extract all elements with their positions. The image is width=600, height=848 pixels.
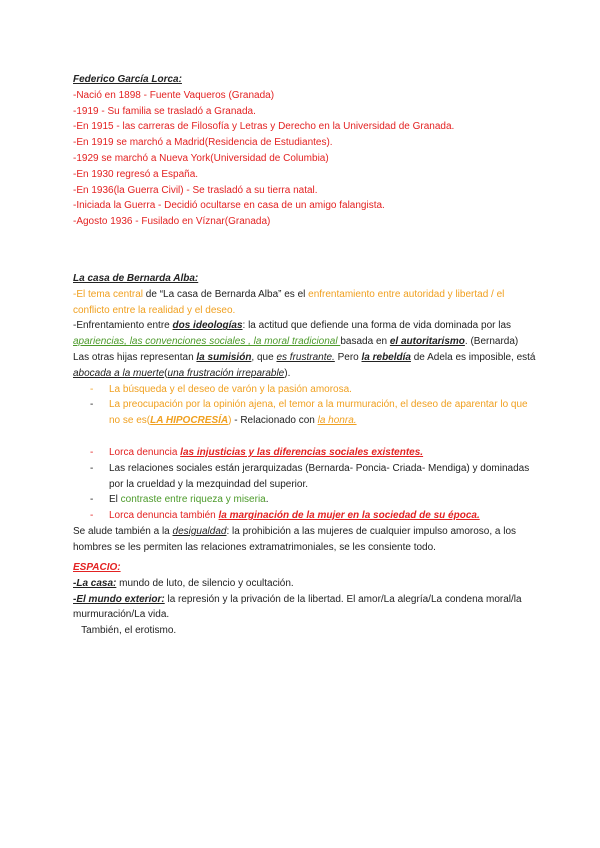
- bullet-dash: -: [90, 494, 94, 506]
- bio-line: -En 1919 se marchó a Madrid(Residencia de Estudiantes).: [73, 137, 333, 149]
- list-item: [73, 508, 533, 524]
- muerte-term: abocada a la muerte: [73, 367, 165, 379]
- list-item-text: ): [228, 415, 232, 427]
- ideologias-line: [73, 318, 533, 334]
- bullet-dash: -: [90, 446, 94, 458]
- themes-list: [73, 382, 533, 429]
- list-item-text: .: [265, 494, 269, 506]
- list-item: [73, 382, 533, 398]
- bio-line: -Iniciada la Guerra - Decidió ocultarse en casa de un amigo falangista.: [73, 200, 385, 212]
- frustrante-term: es frustrante.: [276, 351, 335, 363]
- hipocresia-term: LA HIPOCRESÍA: [150, 415, 229, 427]
- casa-label: -La casa:: [73, 577, 117, 589]
- tema-line-2: conflicto entre la realidad y el deseo.: [73, 304, 236, 316]
- ideologias-term: dos ideologías: [172, 320, 243, 332]
- list-item-text: por la crueldad y la mezquindad del superior.: [109, 478, 309, 490]
- bio-line: -Nació en 1898 - Fuente Vaqueros (Granada): [73, 89, 275, 101]
- bio-line: -1919 - Su familia se trasladó a Granada.: [73, 105, 256, 117]
- espacio-exterior-line: [73, 592, 533, 608]
- list-item-text: no se es(: [109, 415, 151, 427]
- tema-text: de “La casa de Bernarda Alba” es el: [143, 288, 309, 300]
- text: (: [164, 367, 168, 379]
- text: , que: [251, 351, 277, 363]
- text: Se alude también a la: [73, 525, 173, 537]
- espacio-exterior-line-2: murmuración/La vida.: [73, 609, 170, 621]
- desigualdad-line-2: hombres se les permiten las relaciones extramatrimoniales, se les consiente todo.: [73, 541, 436, 553]
- hijas-line-2: [73, 366, 533, 382]
- list-item: [73, 461, 533, 493]
- desigualdad-term: desigualdad: [172, 525, 227, 537]
- bio-title: Federico García Lorca:: [73, 74, 182, 85]
- honra-term: la honra.: [317, 415, 357, 427]
- list-item-text: - Relacionado con: [231, 415, 318, 427]
- hijas-line: [73, 350, 536, 366]
- marginacion-term: la marginación de la mujer en la sociedad de su época.: [218, 510, 480, 522]
- autoritarismo-term: el autoritarismo: [389, 336, 465, 348]
- text: . (Bernarda): [464, 336, 519, 348]
- bullet-dash: -: [90, 399, 94, 411]
- list-item: [73, 492, 533, 508]
- sumision-term: la sumisión: [196, 351, 252, 363]
- espacio-casa-line: [73, 576, 533, 592]
- text: Las otras hijas representan: [73, 351, 197, 363]
- exterior-label: -El mundo exterior:: [73, 593, 165, 605]
- frustracion-term: una frustración irreparable: [167, 367, 285, 379]
- text: Pero: [334, 351, 362, 363]
- erotismo-line: También, el erotismo.: [73, 625, 177, 637]
- list-item-text: La preocupación por la opinión ajena, el temor a la murmuración, el deseo de aparentar lo que: [109, 399, 528, 411]
- rebeldia-term: la rebeldía: [361, 351, 411, 363]
- bio-line: -En 1915 - las carreras de Filosofía y Letras y Derecho en la Universidad de Granada.: [73, 121, 455, 133]
- desigualdad-line: [73, 524, 533, 540]
- injusticias-term: las injusticias y las diferencias sociales existentes.: [180, 446, 424, 458]
- list-item-text: Lorca denuncia también: [109, 510, 219, 522]
- text: la represión y la privación de la libertad. El amor/La alegría/La condena moral/la: [164, 593, 522, 605]
- spacer: [73, 429, 533, 445]
- bio-line: -En 1936(la Guerra Civil) - Se trasladó a su tierra natal.: [73, 184, 318, 196]
- espacio-section: [73, 560, 533, 639]
- text: -Enfrentamiento entre: [73, 320, 173, 332]
- bullet-dash: -: [90, 510, 94, 522]
- bio-line: -En 1930 regresó a España.: [73, 168, 199, 180]
- text: basada en: [340, 336, 390, 348]
- bio-section: [73, 72, 533, 230]
- casa-section: [73, 271, 536, 556]
- tema-label: -El tema central: [73, 288, 144, 300]
- list-item-text: El: [109, 494, 121, 506]
- ideologias-line-2: [73, 334, 533, 350]
- casa-title: La casa de Bernarda Alba:: [73, 273, 199, 284]
- tema-line: [73, 287, 533, 303]
- bio-line: -1929 se marchó a Nueva York(Universidad de Columbia): [73, 152, 329, 164]
- contraste-term: contraste entre riqueza y miseria: [120, 494, 266, 506]
- list-item-text: Las relaciones sociales están jerarquizadas (Bernarda- Poncia- Criada- Mendiga) y dominadas: [109, 462, 530, 474]
- denuncia-list: [73, 445, 533, 524]
- text: mundo de luto, de silencio y ocultación.: [116, 577, 294, 589]
- list-item-text: Lorca denuncia: [109, 446, 181, 458]
- text: de Adela es imposible, está: [410, 351, 536, 363]
- bio-line: -Agosto 1936 - Fusilado en Víznar(Granada): [73, 216, 271, 228]
- text: ).: [284, 367, 291, 379]
- tema-highlight: enfrentamiento entre autoridad y libertad / el: [308, 288, 505, 300]
- list-item: [73, 397, 533, 429]
- text: : la actitud que defiende una forma de vida dominada por las: [242, 320, 512, 332]
- list-item-text: La búsqueda y el deseo de varón y la pasión amorosa.: [109, 383, 352, 395]
- apariencias-term: apariencias, las convenciones sociales , la moral tradicional: [73, 336, 341, 348]
- bullet-dash: -: [90, 462, 94, 474]
- bullet-dash: -: [90, 383, 94, 395]
- espacio-title: ESPACIO:: [73, 562, 121, 573]
- list-item: [73, 445, 533, 461]
- text: : la prohibición a las mujeres de cualquier impulso amoroso, a los: [226, 525, 517, 537]
